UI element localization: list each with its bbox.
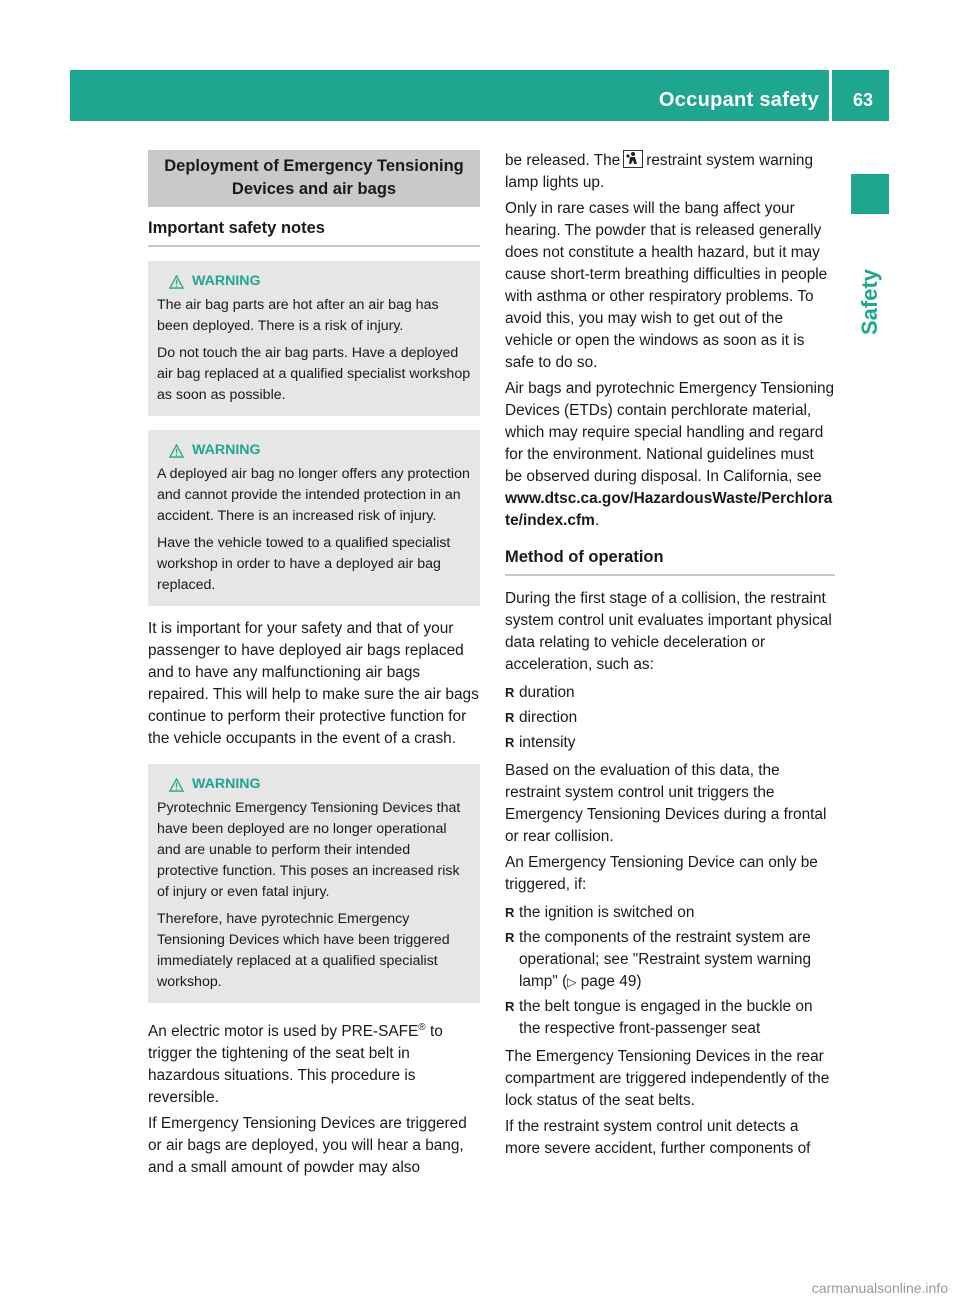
warning-header xyxy=(157,271,471,292)
page-ref-arrow-icon: ▷ xyxy=(567,975,577,989)
warning-text: Have the vehicle towed to a qualified specialist workshop in order to have a deployed air bag replaced. xyxy=(157,535,451,593)
body-paragraph xyxy=(505,378,835,532)
warning-text: Do not touch the air bag parts. Have a deployed air bag replaced at a qualified specialist workshop as soon as possible. xyxy=(157,345,471,403)
para-text: . xyxy=(594,512,600,529)
header-bar xyxy=(70,70,889,121)
bullet-mark: R xyxy=(505,930,515,945)
list-item-text: direction xyxy=(519,709,578,726)
warning-triangle-icon xyxy=(169,778,184,792)
para-text: restraint system warning lamp lights up. xyxy=(505,152,814,191)
restraint-system-warning-lamp-icon xyxy=(623,150,643,168)
body-paragraph: If Emergency Tensioning Devices are triggered or air bags are deployed, you will hear a bang, and a small amount of powder may also xyxy=(148,1115,467,1177)
bullet-mark: R xyxy=(505,735,515,750)
bullet-mark: R xyxy=(505,905,515,920)
page-number: 63 xyxy=(852,90,873,110)
subheading-method-of-operation: Method of operation xyxy=(505,546,835,576)
body-paragraph: An Emergency Tensioning Device can only be triggered, if: xyxy=(505,854,818,893)
para-text: Air bags and pyrotechnic Emergency Tensioning Devices (ETDs) contain perchlorate material, which may require special handling and regard for the environment. National guidelines must be observed during disposal. In California, see xyxy=(505,380,835,485)
body-paragraph xyxy=(505,150,835,194)
warning-label: WARNING xyxy=(192,776,261,792)
left-column xyxy=(148,150,480,1183)
warning-header xyxy=(157,440,471,461)
warning-header xyxy=(157,774,471,795)
list-item xyxy=(505,682,835,704)
para-text: to trigger the tightening of the seat belt in hazardous situations. This procedure is reversible. xyxy=(148,1023,443,1107)
body-paragraph: It is important for your safety and that of your passenger to have deployed air bags replaced and to have any malfunctioning air bags repaired. This will help to make sure the air bags continue to perform their protective function for the vehicle occupants in the event of a crash. xyxy=(148,620,479,747)
registered-mark: ® xyxy=(418,1022,426,1033)
warning-box xyxy=(148,261,480,416)
list-item xyxy=(505,902,835,924)
list-item xyxy=(505,927,835,993)
warning-triangle-icon xyxy=(169,444,184,458)
warning-box xyxy=(148,430,480,606)
right-column xyxy=(505,150,835,1164)
warning-text: A deployed air bag no longer offers any protection and cannot provide the intended protection in an accident. There is an increased risk of injury. xyxy=(157,466,470,524)
bullet-list xyxy=(505,682,835,754)
header-divider xyxy=(829,70,832,121)
warning-text: Therefore, have pyrotechnic Emergency Tensioning Devices which have been triggered immediately replaced at a qualified specialist workshop. xyxy=(157,911,450,990)
para-text: be released. The xyxy=(505,152,621,169)
body-paragraph: Only in rare cases will the bang affect your hearing. The powder that is released generally does not constitute a health hazard, but it may cause short-term breathing difficulties in people with asthma or other respiratory problems. To avoid this, you may wish to get out of the vehicle or open the windows as soon as it is safe to do so. xyxy=(505,200,828,371)
side-tab-marker xyxy=(851,174,889,214)
warning-box xyxy=(148,764,480,1003)
section-title: Occupant safety xyxy=(658,89,819,111)
list-item-text: duration xyxy=(519,684,575,701)
body-paragraph: Based on the evaluation of this data, the restraint system control unit triggers the Emergency Tensioning Devices during a frontal or rear collision. xyxy=(505,762,827,845)
warning-text: Pyrotechnic Emergency Tensioning Devices that have been deployed are no longer operational and are unable to perform their intended protective function. This poses an increased risk of injury or even fatal injury. xyxy=(157,800,461,900)
subheading-important-safety-notes: Important safety notes xyxy=(148,217,480,247)
warning-triangle-icon xyxy=(169,275,184,289)
body-paragraph: If the restraint system control unit detects a more severe accident, further components of xyxy=(505,1118,811,1157)
list-item xyxy=(505,707,835,729)
list-item-text: intensity xyxy=(519,734,576,751)
warning-label: WARNING xyxy=(192,273,261,289)
dtsc-link[interactable]: www.dtsc.ca.gov/HazardousWaste/Perchlorate/index.cfm xyxy=(505,490,833,529)
body-paragraph xyxy=(148,1017,480,1109)
watermark: carmanualsonline.info xyxy=(811,1280,948,1296)
warning-label: WARNING xyxy=(192,442,261,458)
section-heading: Deployment of Emergency Tensioning Devices and air bags xyxy=(148,150,480,207)
side-tab-label: Safety xyxy=(857,268,882,335)
bullet-mark: R xyxy=(505,999,515,1014)
bullet-list xyxy=(505,902,835,1040)
list-item-text: the components of the restraint system are operational; see "Restraint system warning lamp" ( xyxy=(519,929,812,990)
list-item-text: the belt tongue is engaged in the buckle on the respective front-passenger seat xyxy=(519,998,813,1037)
page-ref-link[interactable]: page 49) xyxy=(576,973,642,990)
list-item xyxy=(505,732,835,754)
list-item xyxy=(505,996,835,1040)
para-text: An electric motor is used by PRE-SAFE xyxy=(148,1023,419,1041)
warning-text: The air bag parts are hot after an air bag has been deployed. There is a risk of injury. xyxy=(157,297,439,334)
bullet-mark: R xyxy=(505,710,515,725)
body-paragraph: During the first stage of a collision, the restraint system control unit evaluates important physical data relating to vehicle deceleration or acceleration, such as: xyxy=(505,590,832,673)
bullet-mark: R xyxy=(505,685,515,700)
list-item-text: the ignition is switched on xyxy=(519,904,695,921)
body-paragraph: The Emergency Tensioning Devices in the rear compartment are triggered independently of the lock status of the seat belts. xyxy=(505,1048,830,1109)
